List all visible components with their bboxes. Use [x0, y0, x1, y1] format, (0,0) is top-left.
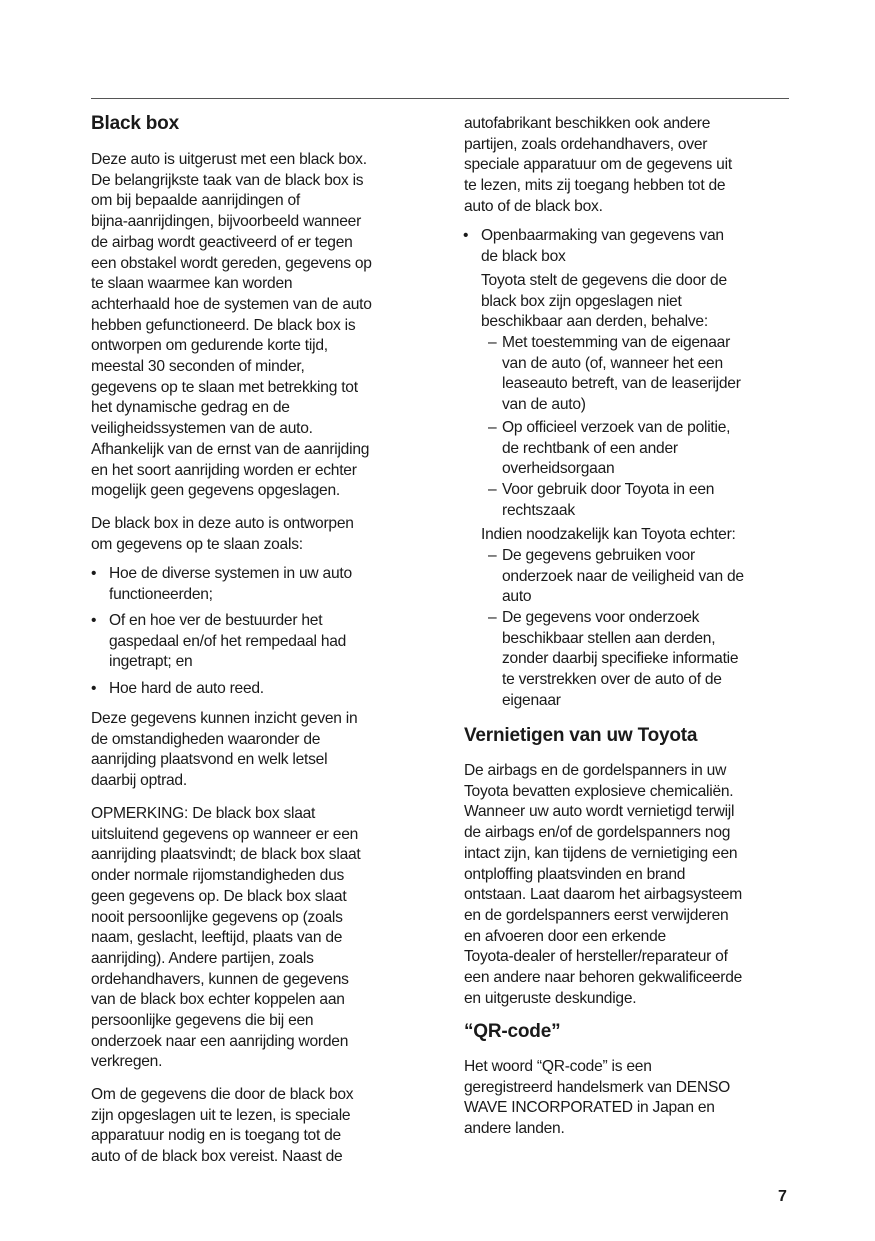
heading-qr-code: “QR-code”	[464, 1021, 561, 1042]
paragraph: De black box in deze auto is ontworpen om gegevens op te slaan zoals:	[91, 515, 354, 553]
paragraph: Indien noodzakelijk kan Toyota echter:	[481, 526, 736, 543]
paragraph: Toyota stelt de gegevens die door de black box zijn opgeslagen niet beschikbaar aan derden, behalve:	[481, 272, 727, 331]
page-number: 7	[778, 1188, 787, 1205]
dash-icon: –	[488, 609, 497, 626]
dash-text: Voor gebruik door Toyota in een rechtszaak	[502, 481, 715, 519]
dash-text: De gegevens gebruiken voor onderzoek naar de veiligheid van de auto	[502, 547, 744, 606]
bullet-text: Hoe de diverse systemen in uw auto functioneerden;	[109, 565, 352, 603]
dash-item	[488, 480, 715, 521]
bullet-text: Of en hoe ver de bestuurder het gaspedaal en/of het rempedaal had ingetrapt; en	[109, 612, 347, 671]
bullet-icon: •	[91, 612, 97, 629]
bullet-item	[91, 564, 352, 605]
dash-text: De gegevens voor onderzoek beschikbaar stellen aan derden, zonder daarbij specifieke informatie te verstrekken over de auto of de eigenaar	[502, 609, 739, 709]
bullet-icon: •	[91, 680, 97, 697]
paragraph: autofabrikant beschikken ook andere partijen, zoals ordehandhavers, over speciale apparatuur om de gegevens uit te lezen, mits zij toegang hebben tot de auto of de black box.	[464, 115, 732, 215]
dash-icon: –	[488, 334, 497, 351]
heading-vernietigen: Vernietigen van uw Toyota	[464, 725, 698, 746]
dash-item	[488, 333, 741, 416]
dash-icon: –	[488, 481, 497, 498]
paragraph: Om de gegevens die door de black box zijn opgeslagen uit te lezen, is speciale apparatuur nodig en is toegang tot de auto of de black box vereist. Naast de	[91, 1086, 354, 1166]
bullet-text: Openbaarmaking van gegevens van de black box	[481, 227, 724, 265]
bullet-icon: •	[463, 227, 469, 244]
dash-text: Op officieel verzoek van de politie, de rechtbank of een ander overheidsorgaan	[502, 419, 731, 478]
dash-item	[488, 608, 739, 712]
dash-icon: –	[488, 419, 497, 436]
bullet-item	[91, 679, 264, 700]
paragraph-note: OPMERKING: De black box slaat uitsluitend gegevens op wanneer er een aanrijding plaatsvindt; de black box slaat onder normale rijomstandigheden dus geen gegevens op. De black box slaat nooit persoonlijke gegevens op (zoals naam, geslacht, leeftijd, plaats van de aanrijding). Andere partijen, zoals ordehandhavers, kunnen de gegevens van de black box echter koppelen aan persoonlijke gegevens die bij een onderzoek naar een aanrijding worden verkregen.	[91, 805, 361, 1071]
paragraph: Deze auto is uitgerust met een black box. De belangrijkste taak van de black box is om bij bepaalde aanrijdingen of bijna-aanrijdingen, bijvoorbeeld wanneer de airbag wordt geactiveerd of er tegen een obstakel wordt gereden, gegevens op te slaan waarmee kan worden achterhaald hoe de systemen van de auto hebben gefunctioneerd. De black box is ontworpen om gedurende korte tijd, meestal 30 seconden of minder, gegevens op te slaan met betrekking tot het dynamische gedrag en de veiligheidssystemen van de auto. Afhankelijk van de ernst van de aanrijding en het soort aanrijding worden er echter mogelijk geen gegevens opgeslagen.	[91, 151, 372, 500]
paragraph: Het woord “QR-code” is een geregistreerd handelsmerk van DENSO WAVE INCORPORATED in Japan en andere landen.	[464, 1058, 730, 1138]
top-rule	[91, 98, 789, 99]
bullet-text: Hoe hard de auto reed.	[109, 680, 264, 697]
paragraph: Deze gegevens kunnen inzicht geven in de omstandigheden waaronder de aanrijding plaatsvond en welk letsel daarbij optrad.	[91, 710, 358, 790]
paragraph: De airbags en de gordelspanners in uw Toyota bevatten explosieve chemicaliën. Wanneer uw auto wordt vernietigd terwijl de airbags en/of de gordelspanners nog intact zijn, kan tijdens de vernietiging een ontploffing plaatsvinden en brand ontstaan. Laat daarom het airbagsysteem en de gordelspanners eerst verwijderen en afvoeren door een erkende Toyota-dealer of hersteller/reparateur of een andere naar behoren gekwalificeerde en uitgeruste deskundige.	[464, 762, 743, 1007]
bullet-item	[91, 611, 347, 673]
bullet-item	[463, 226, 724, 267]
heading-black-box: Black box	[91, 113, 179, 134]
dash-text: Met toestemming van de eigenaar van de auto (of, wanneer het een leaseauto betreft, van de leaserijder van de auto)	[502, 334, 741, 414]
dash-icon: –	[488, 547, 497, 564]
dash-item	[488, 546, 744, 608]
dash-item	[488, 418, 731, 480]
bullet-icon: •	[91, 565, 97, 582]
